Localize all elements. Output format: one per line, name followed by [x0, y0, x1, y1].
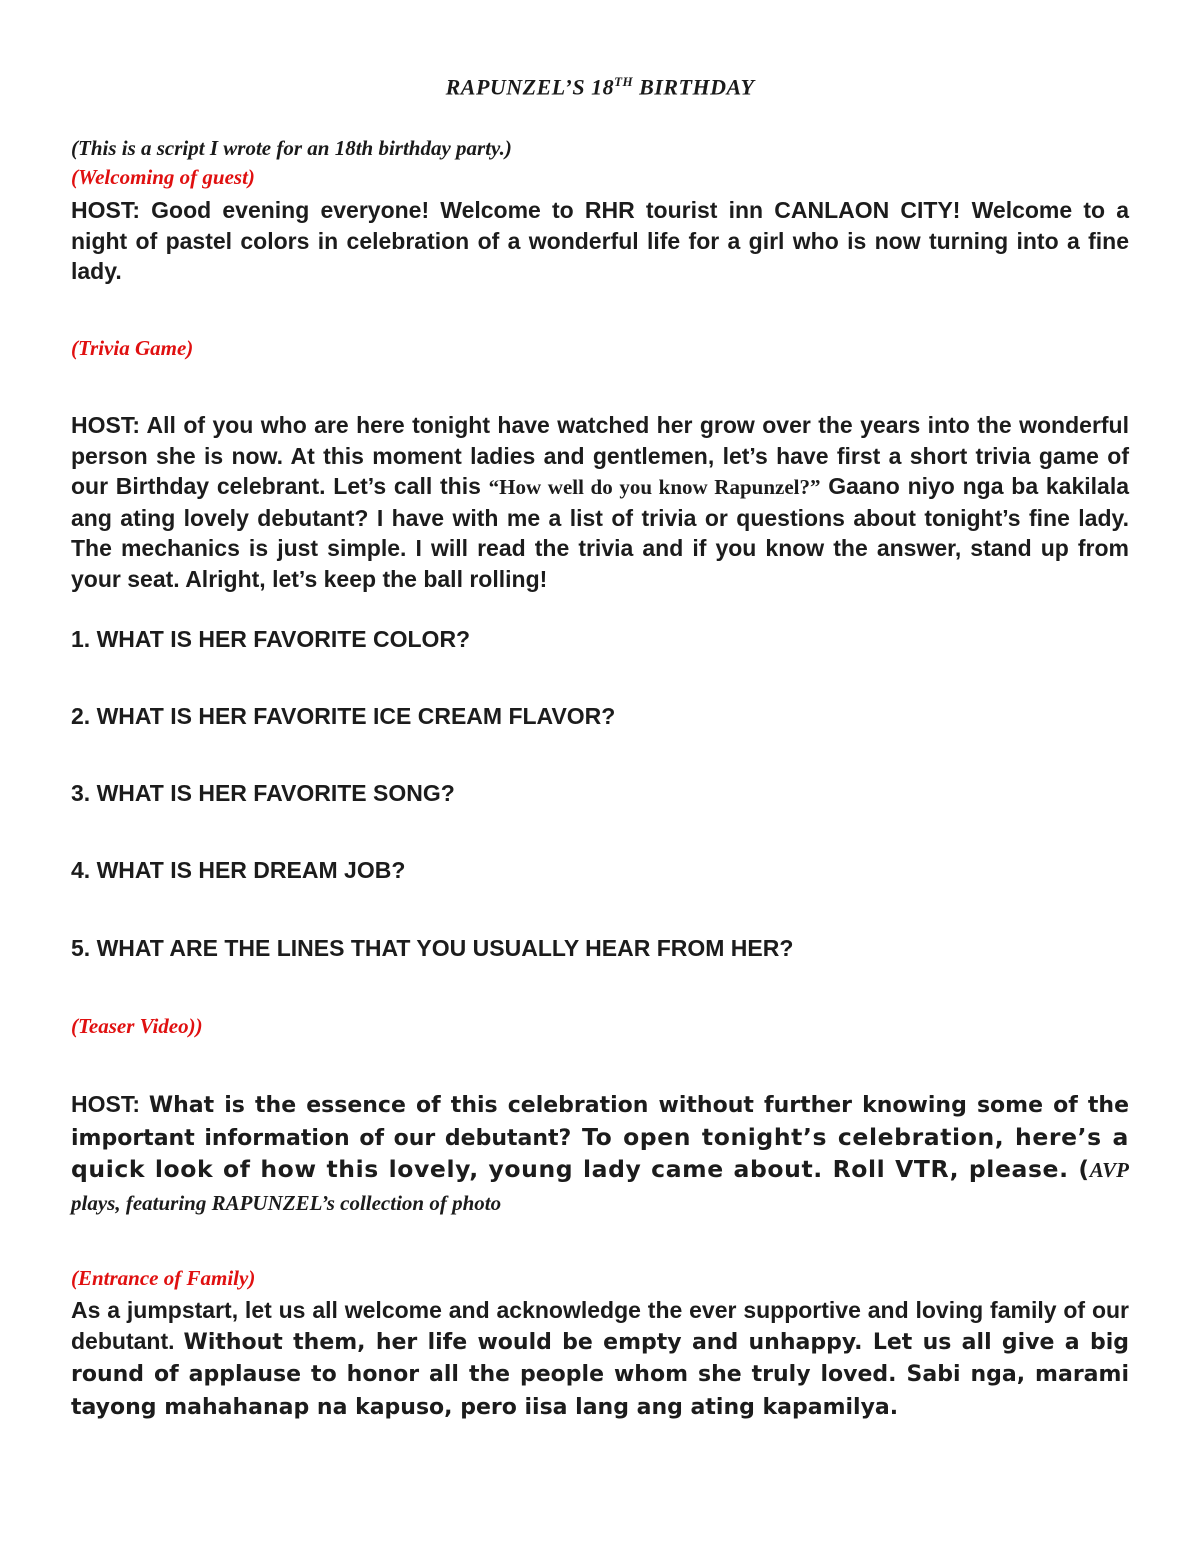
- welcome-paragraph: HOST: Good evening everyone! Welcome to RHR tourist inn CANLAON CITY! Welcome to a night of pastel colors in celebration of a wonderful life for a girl who is now turning into a fine lady.: [71, 197, 1129, 284]
- cue-entrance-family: (Entrance of Family): [71, 1266, 256, 1290]
- trivia-question-1: 1. WHAT IS HER FAVORITE COLOR?: [71, 626, 471, 652]
- cue-trivia: (Trivia Game): [71, 336, 194, 360]
- trivia-question-4: 4. WHAT IS HER DREAM JOB?: [71, 857, 406, 883]
- teaser-paragraph: HOST: What is the essence of this celebration without further knowing some of the important information of our debutant? To open tonight’s celebration, here’s a quick look of how this lovely, young lady came about. Roll VTR, please. (AVP plays, featuring RAPUNZEL’s collection of photo: [71, 1091, 1130, 1215]
- stage-direction: AVP plays, featuring RAPUNZEL’s collection of photo: [71, 1158, 1129, 1215]
- document-title: RAPUNZEL’S 18TH BIRTHDAY: [445, 74, 755, 100]
- cue-welcoming: (Welcoming of guest): [71, 165, 255, 189]
- intro-note: (This is a script I wrote for an 18th birthday party.): [71, 136, 512, 160]
- trivia-quote: “How well do you know Rapunzel?”: [488, 475, 821, 499]
- trivia-question-2: 2. WHAT IS HER FAVORITE ICE CREAM FLAVOR?: [71, 703, 616, 729]
- trivia-paragraph: HOST: All of you who are here tonight have watched her grow over the years into the wonderful person she is now. At this moment ladies and gentlemen, let’s have first a short trivia game of our Birthday celebrant. Let’s call this “How well do you know Rapunzel?” Gaano niyo nga ba kakilala ang ating lovely debutant? I have with me a list of trivia or questions about tonight’s fine lady. The mechanics is just simple. I will read the trivia and if you know the answer, stand up from your seat. Alright, let’s keep the ball rolling!: [71, 412, 1130, 592]
- cue-teaser-video: (Teaser Video)): [71, 1014, 203, 1038]
- trivia-question-3: 3. WHAT IS HER FAVORITE SONG?: [71, 780, 455, 806]
- trivia-question-5: 5. WHAT ARE THE LINES THAT YOU USUALLY HEAR FROM HER?: [71, 935, 794, 961]
- family-paragraph: As a jumpstart, let us all welcome and acknowledge the ever supportive and loving family of our debutant. Without them, her life would be empty and unhappy. Let us all give a big round of applause to honor all the people whom she truly loved. Sabi nga, marami tayong mahahanap na kapuso, pero iisa lang ang ating kapamilya.: [71, 1297, 1129, 1420]
